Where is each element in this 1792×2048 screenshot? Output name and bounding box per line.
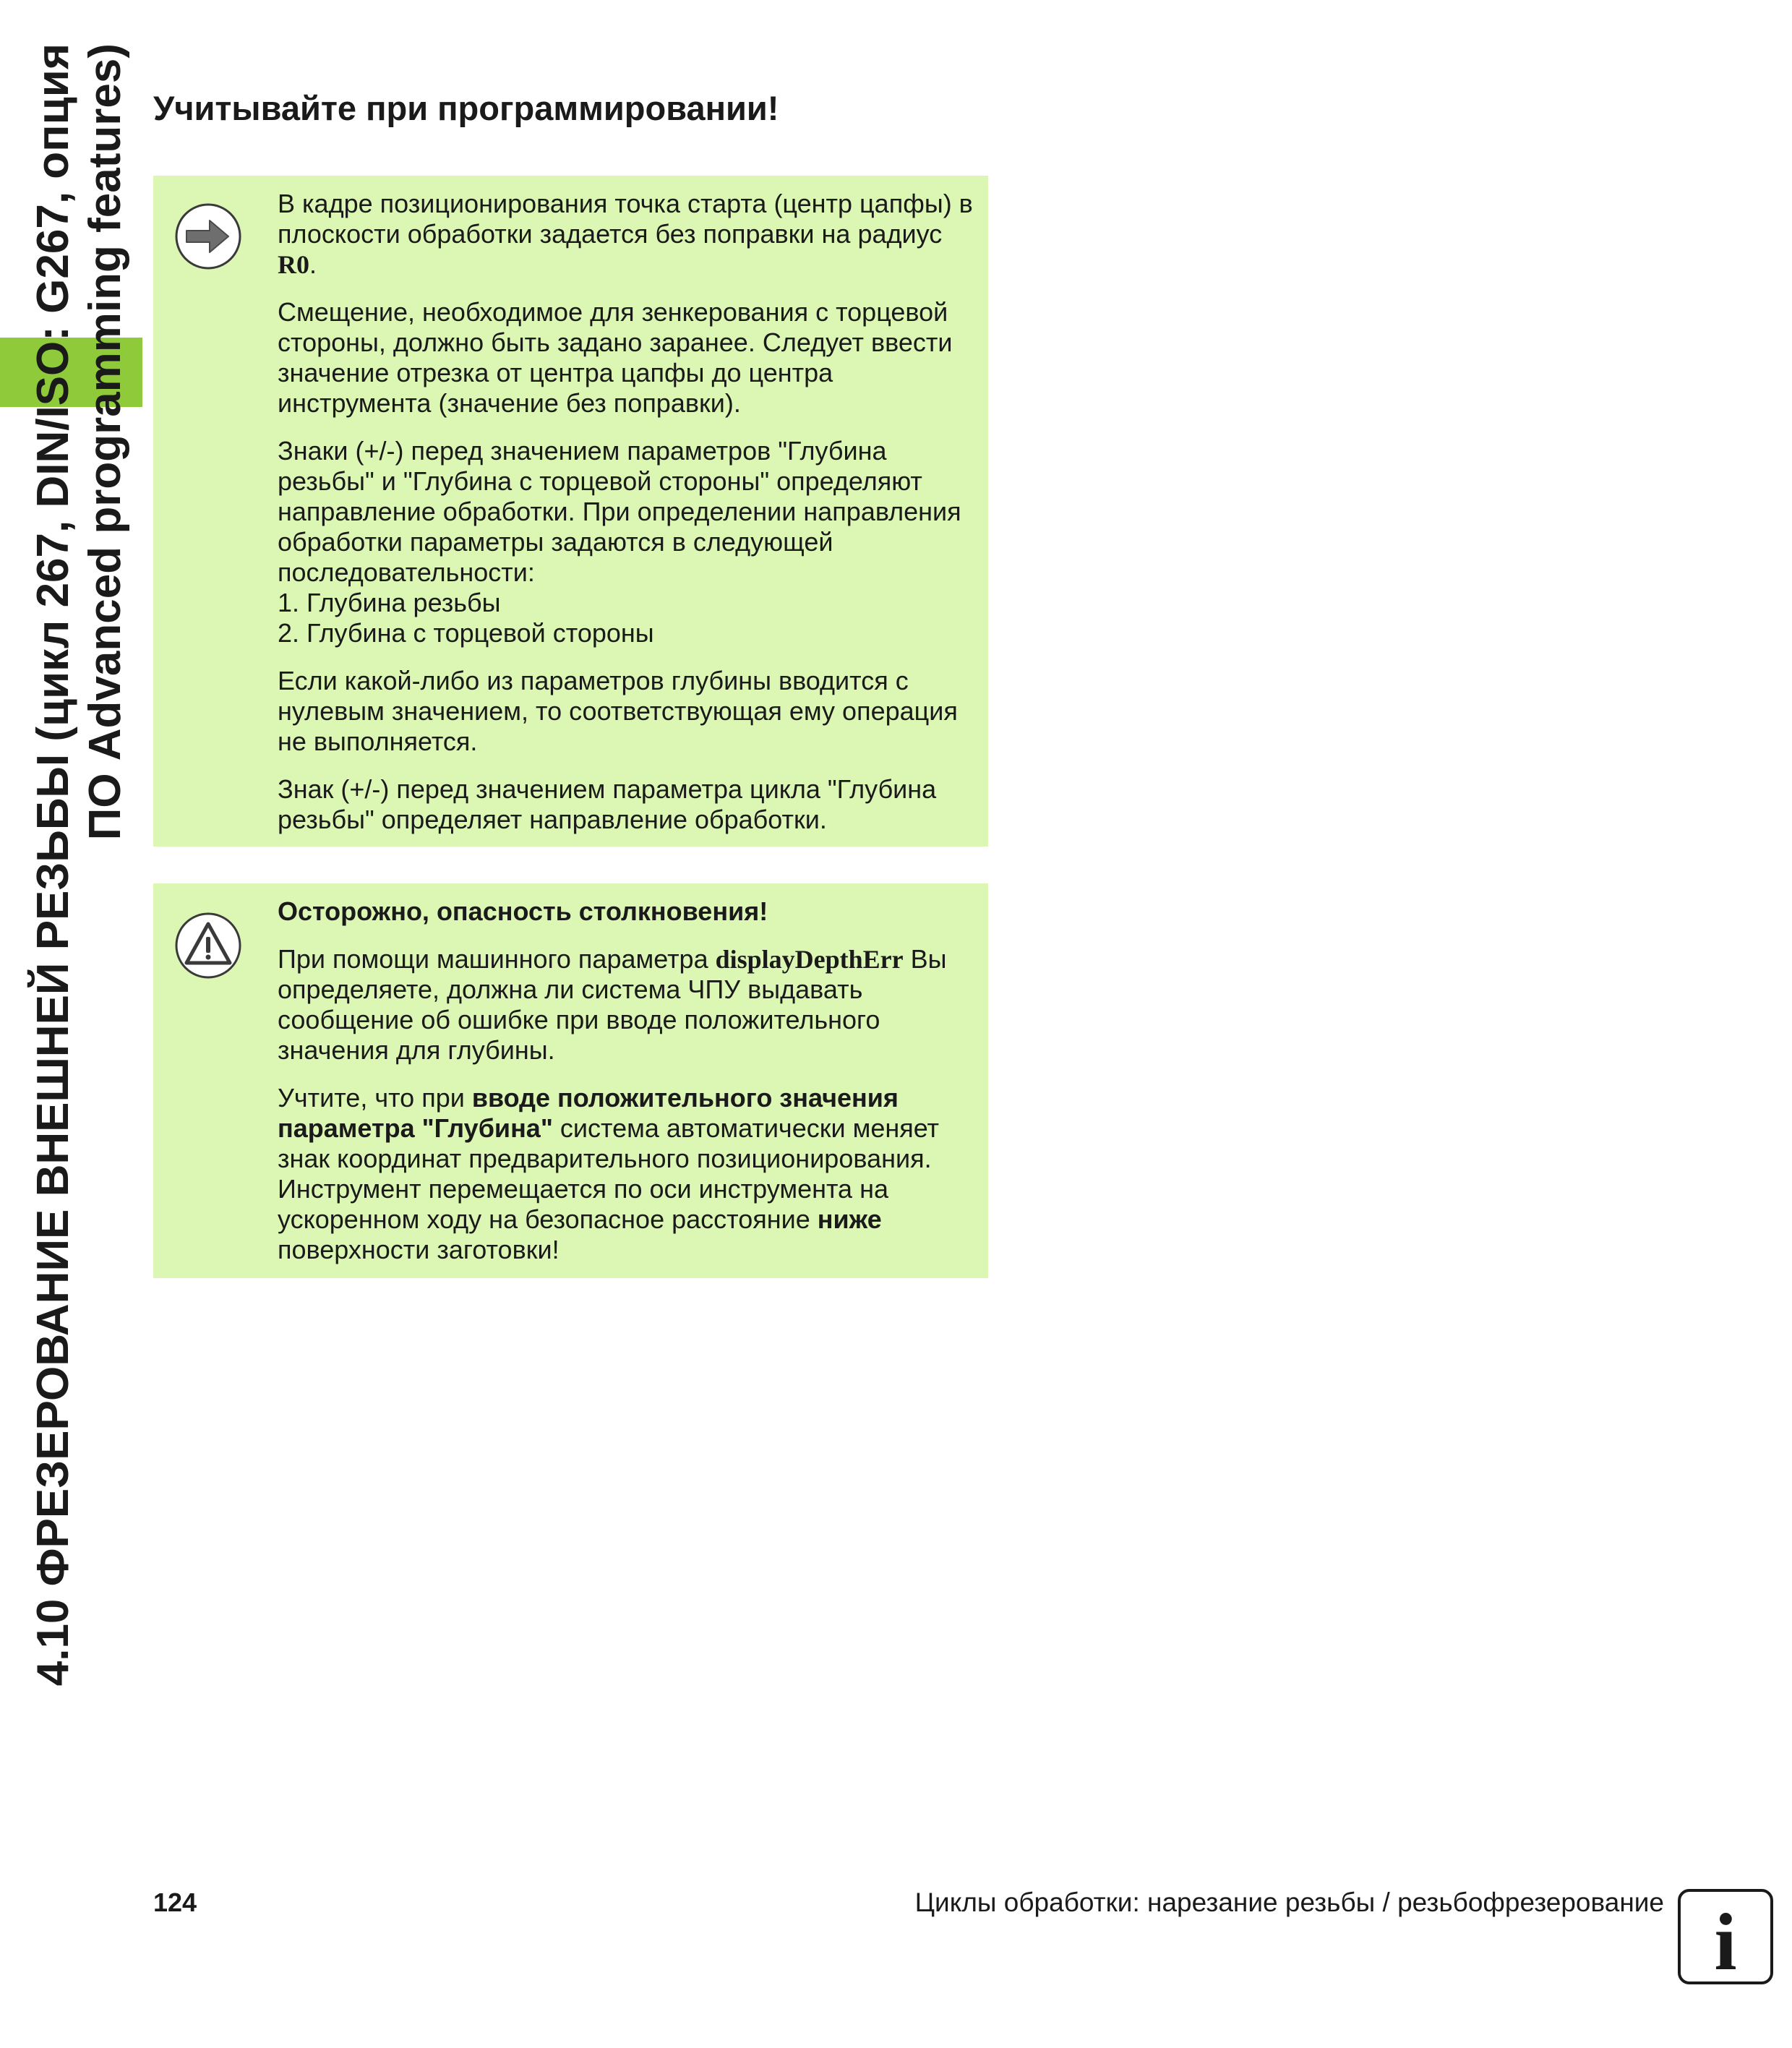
note-paragraph-1: В кадре позиционирования точка старта (центр цапфы) в плоскости обработки задается без поправки на радиус R0.: [278, 189, 973, 279]
arrow-right-icon: [173, 202, 243, 271]
info-icon-glyph: i: [1714, 1898, 1737, 1985]
note-text: [278, 189, 975, 852]
note-box: [153, 176, 988, 847]
warning-box: [153, 883, 988, 1278]
side-title-line-1: 4.10 ФРЕЗЕРОВАНИЕ ВНЕШНЕЙ РЕЗЬБЫ (цикл 267, DIN/ISO: G267, опция: [28, 43, 78, 1687]
page-number: 124: [153, 1888, 197, 1917]
list-item: 1. Глубина резьбы: [278, 588, 501, 617]
warning-triangle-icon: [173, 911, 243, 980]
side-title-line-2: ПО Advanced programming features): [80, 43, 130, 841]
warning-title: Осторожно, опасность столкновения!: [278, 896, 768, 926]
note-paragraph-4: Если какой-либо из параметров глубины вводится с нулевым значением, то соответствующая ему операция не выполняется.: [278, 666, 958, 756]
page-heading: Учитывайте при программировании!: [153, 89, 779, 127]
warning-paragraph-1: При помощи машинного параметра displayDepthErr Вы определяете, должна ли система ЧПУ выдавать сообщение об ошибке при вводе положительного значения для глубины.: [278, 944, 947, 1065]
warning-text: [278, 896, 975, 1282]
warning-paragraph-2: Учтите, что при вводе положительного значения параметра "Глубина" система автоматически меняет знак координат предварительного позиционирования. Инструмент перемещается по оси инструмента на ускоренном ходу на безопасное расстояние ниже поверхности заготовки!: [278, 1083, 940, 1264]
list-item: 2. Глубина с торцевой стороны: [278, 618, 654, 648]
machine-parameter: displayDepthErr: [715, 945, 904, 974]
info-icon: [1677, 1888, 1774, 1985]
note-paragraph-2: Смещение, необходимое для зенкерования с торцевой стороны, должно быть задано заранее. Следует ввести значение отрезка от центра цапфы до центра инструмента (значение без поправки).: [278, 297, 953, 418]
chapter-footer-title: Циклы обработки: нарезание резьбы / резьбофрезерование: [914, 1888, 1664, 1917]
radius-code: R0: [278, 250, 309, 279]
note-paragraph-5: Знак (+/-) перед значением параметра цикла "Глубина резьбы" определяет направление обработки.: [278, 774, 937, 834]
chapter-side-title: [27, 43, 158, 1865]
note-paragraph-3: Знаки (+/-) перед значением параметров "Глубина резьбы" и "Глубина с торцевой стороны" определяют направление обработки. При определении направления обработки параметры задаются в следующей последовательности: 1. Глубина резьбы 2. Глубина с торцевой стороны: [278, 436, 975, 648]
